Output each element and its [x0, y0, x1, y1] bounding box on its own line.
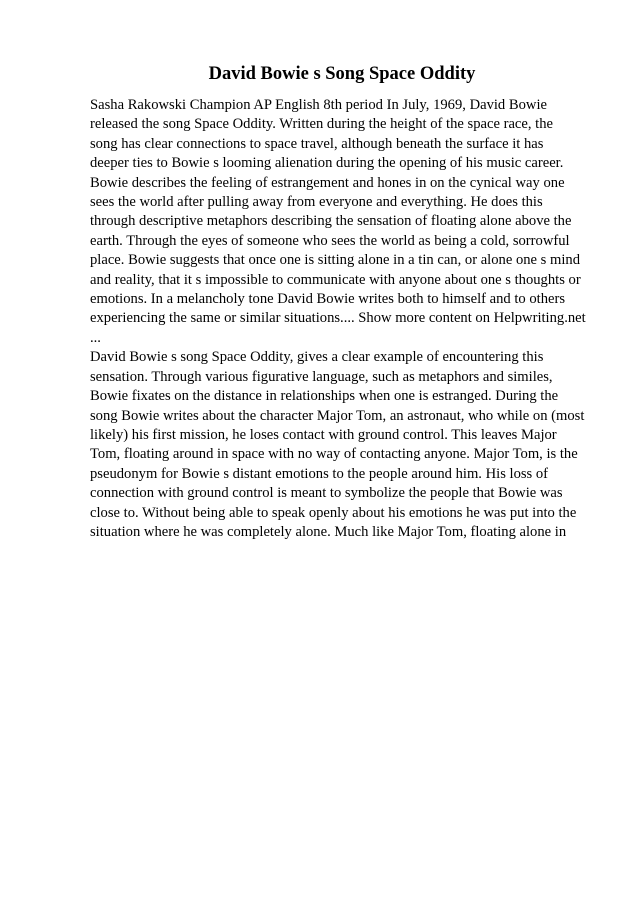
body-line: connection with ground control is meant to symbolize the people that Bowie was	[90, 485, 563, 502]
body-line: experiencing the same or similar situations.... Show more content on Helpwriting.net	[90, 310, 586, 327]
body-line: likely) his first mission, he loses contact with ground control. This leaves Major	[90, 426, 557, 443]
body-line: through descriptive metaphors describing the sensation of floating alone above the	[90, 213, 572, 230]
body-line: close to. Without being able to speak openly about his emotions he was put into the	[90, 504, 577, 521]
document-body	[90, 96, 600, 542]
document-title: David Bowie s Song Space Oddity	[208, 64, 476, 84]
body-line: David Bowie s song Space Oddity, gives a clear example of encountering this	[90, 349, 544, 366]
body-line: deeper ties to Bowie s looming alienation during the opening of his music career.	[90, 155, 564, 172]
body-line: Tom, floating around in space with no way of contacting anyone. Major Tom, is the	[90, 446, 578, 463]
body-line: and reality, that it s impossible to communicate with anyone about one s thoughts or	[90, 271, 581, 288]
body-line: sees the world after pulling away from everyone and everything. He does this	[90, 194, 543, 211]
body-line: pseudonym for Bowie s distant emotions to the people around him. His loss of	[90, 465, 549, 482]
body-line: song Bowie writes about the character Major Tom, an astronaut, who while on (most	[90, 407, 585, 424]
body-line: Sasha Rakowski Champion AP English 8th period In July, 1969, David Bowie	[90, 97, 547, 113]
body-line: emotions. In a melancholy tone David Bowie writes both to himself and to others	[90, 291, 566, 308]
body-line: song has clear connections to space travel, although beneath the surface it has	[90, 135, 544, 152]
body-line: place. Bowie suggests that once one is sitting alone in a tin can, or alone one s mind	[90, 252, 580, 269]
body-line: Bowie describes the feeling of estrangement and hones in on the cynical way one	[90, 174, 565, 191]
body-line: sensation. Through various figurative language, such as metaphors and similes,	[90, 368, 553, 385]
body-line: ...	[90, 329, 101, 346]
body-line: Bowie fixates on the distance in relationships when one is estranged. During the	[90, 388, 559, 405]
body-line: earth. Through the eyes of someone who sees the world as being a cold, sorrowful	[90, 232, 570, 249]
body-line: released the song Space Oddity. Written during the height of the space race, the	[90, 116, 554, 133]
body-line: situation where he was completely alone. Much like Major Tom, floating alone in	[90, 523, 567, 540]
